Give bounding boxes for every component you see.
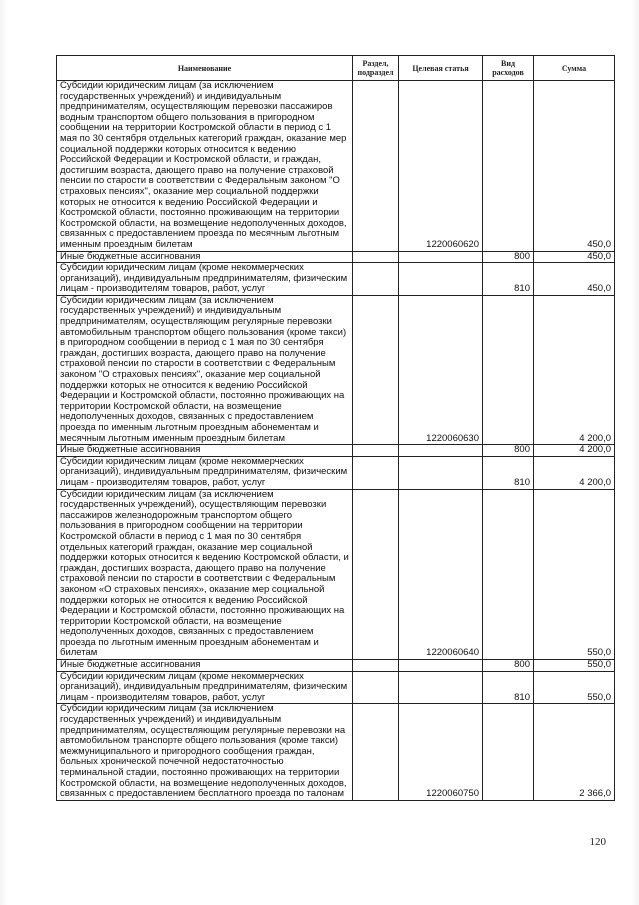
row-article — [399, 660, 483, 672]
row-name: Субсидии юридическим лицам (за исключением государственных учреждений), осуществляющим перевозки пассажиров железнодорожным транспортом общего пользования в пригородном сообщении на территории Костромской области в период с 1 мая по 30 сентября отдельных категорий граждан, оказание мер социальной поддержки которых относится к ведению Костромской области, и граждан, достигших возраста, дающего право на получение страховой пенсии по старости в соответствии с Федеральным законом «О страховых пенсиях», оказание мер социальной поддержки которых не относится к ведению Российской Федерации и Костромской области, постоянно проживающих на территории Костромской области, на возмещение недополученных доходов, связанных с предоставлением проезда по льготным именным проездным абонементам и билетам — [57, 489, 353, 660]
row-amount: 550,0 — [534, 671, 615, 704]
table-row — [57, 660, 615, 672]
row-section — [353, 251, 399, 263]
row-expense-type: 800 — [483, 445, 534, 457]
row-amount: 4 200,0 — [534, 295, 615, 444]
row-name: Субсидии юридическим лицам (кроме некоммерческих организаций), индивидуальным предпринимателям, физическим лицам - производителям товаров, работ, услуг — [57, 456, 353, 489]
row-article — [399, 251, 483, 263]
row-amount: 450,0 — [534, 81, 615, 252]
row-expense-type: 800 — [483, 660, 534, 672]
row-name: Субсидии юридическим лицам (за исключением государственных учреждений) и индивидуальным предпринимателям, осуществляющим регулярные перевозки на автомобильном транспорте общего пользования (кроме такси) межмуниципального и пригородного сообщения граждан, больных хронической почечной недостаточностью терминальной стадии, постоянно проживающих на территории Костромской области, на возмещение недополученных доходов, связанных с предоставлением бесплатного проезда по талонам — [57, 704, 353, 800]
row-expense-type: 810 — [483, 456, 534, 489]
row-section — [353, 263, 399, 296]
row-expense-type — [483, 295, 534, 444]
row-article — [399, 456, 483, 489]
row-name: Иные бюджетные ассигнования — [57, 251, 353, 263]
row-expense-type: 810 — [483, 671, 534, 704]
row-article: 1220060640 — [399, 489, 483, 660]
row-amount: 450,0 — [534, 251, 615, 263]
table-row — [57, 489, 615, 660]
row-article — [399, 263, 483, 296]
table-row — [57, 456, 615, 489]
table-row — [57, 704, 615, 800]
table-row — [57, 81, 615, 252]
row-section — [353, 445, 399, 457]
row-article: 1220060630 — [399, 295, 483, 444]
row-section — [353, 671, 399, 704]
row-article — [399, 671, 483, 704]
row-article: 1220060750 — [399, 704, 483, 800]
row-amount: 550,0 — [534, 660, 615, 672]
row-section — [353, 295, 399, 444]
table-header-row — [57, 56, 615, 81]
table-row — [57, 263, 615, 296]
row-section — [353, 704, 399, 800]
table-row — [57, 671, 615, 704]
row-section — [353, 81, 399, 252]
row-amount: 550,0 — [534, 489, 615, 660]
row-section — [353, 489, 399, 660]
row-article: 1220060620 — [399, 81, 483, 252]
row-amount: 4 200,0 — [534, 445, 615, 457]
row-amount: 4 200,0 — [534, 456, 615, 489]
row-amount: 2 366,0 — [534, 704, 615, 800]
table-row — [57, 295, 615, 444]
row-name: Иные бюджетные ассигнования — [57, 660, 353, 672]
row-name: Субсидии юридическим лицам (кроме некоммерческих организаций), индивидуальным предпринимателям, физическим лицам - производителям товаров, работ, услуг — [57, 263, 353, 296]
row-name: Субсидии юридическим лицам (за исключением государственных учреждений) и индивидуальным предпринимателям, осуществляющим перевозки пассажиров водным транспортом общего пользования в пригородном сообщении на территории Костромской области в период с 1 мая по 30 сентября отдельных категорий граждан, оказание мер социальной поддержки которых относится к ведению Российской Федерации и Костромской области, и граждан, достигшим возраста, дающего право на получение страховой пенсии по старости в соответствии с Федеральным законом "О страховых пенсиях", оказание мер социальной поддержки которых не относится к ведению Российской Федерации и Костромской области, постоянно проживающим на территории Костромской области, на возмещение недополученных доходов, связанных с предоставлением проезда по месячным льготным именным проездным билетам — [57, 81, 353, 252]
row-expense-type: 810 — [483, 263, 534, 296]
row-name: Субсидии юридическим лицам (за исключением государственных учреждений) и индивидуальным предпринимателям, осуществляющим регулярные перевозки автомобильным транспортом общего пользования (кроме такси) в пригородном сообщении в период с 1 мая по 30 сентября граждан, достигших возраста, дающего право на получение страховой пенсии по старости в соответствии с Федеральным законом "О страховых пенсиях", оказание мер социальной поддержки которых не относится к ведению Российской Федерации и Костромской области, постоянно проживающих на территории Костромской области, на возмещение недополученных доходов, связанных с предоставлением проезда по именным льготным проездным абонементам и месячным льготным именным проездным билетам — [57, 295, 353, 444]
column-header-amount: Сумма — [534, 56, 615, 81]
page-number: 120 — [589, 836, 606, 848]
column-header-section: Раздел, подраздел — [353, 56, 399, 81]
row-name: Иные бюджетные ассигнования — [57, 445, 353, 457]
row-section — [353, 456, 399, 489]
column-header-name: Наименование — [57, 56, 353, 81]
row-name: Субсидии юридическим лицам (кроме некоммерческих организаций), индивидуальным предпринимателям, физическим лицам - производителям товаров, работ, услуг — [57, 671, 353, 704]
row-expense-type — [483, 704, 534, 800]
row-expense-type — [483, 81, 534, 252]
row-expense-type — [483, 489, 534, 660]
row-article — [399, 445, 483, 457]
row-section — [353, 660, 399, 672]
row-expense-type: 800 — [483, 251, 534, 263]
column-header-article: Целевая статья — [399, 56, 483, 81]
table-row — [57, 445, 615, 457]
table-row — [57, 251, 615, 263]
column-header-expense-type: Вид расходов — [483, 56, 534, 81]
budget-table — [56, 55, 615, 801]
row-amount: 450,0 — [534, 263, 615, 296]
